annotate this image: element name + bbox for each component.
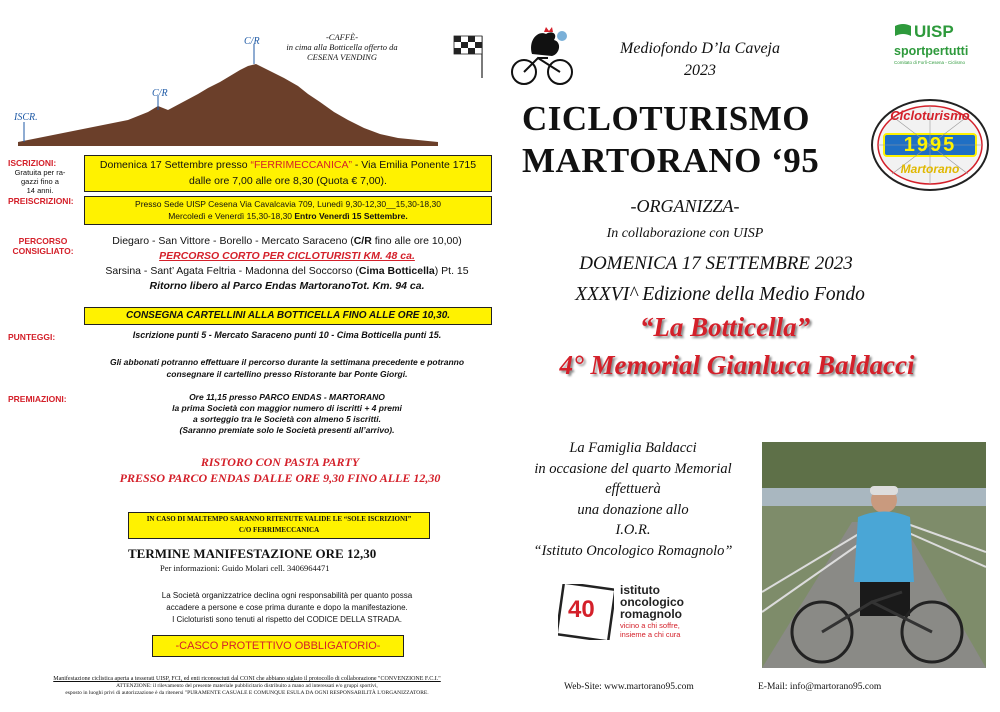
event-name-header: Mediofondo D’la Caveja 2023	[620, 40, 780, 79]
ristoro-text: RISTORO CON PASTA PARTY PRESSO PARCO ENDAS DALLE ORE 9,30 FINO ALLE 12,30	[119, 455, 441, 485]
cyclist-photo	[762, 442, 986, 668]
maltempo-box: IN CASO DI MALTEMPO SARANNO RITENUTE VALIDE LE “SOLE ISCRIZIONI” C/O FERRIMECCANICA	[128, 512, 430, 539]
bike-frame	[524, 58, 560, 72]
percorso-label: PERCORSO CONSIGLIATO:	[12, 236, 74, 256]
rooster-comb	[544, 27, 553, 32]
uisp-sub: sportpertutti	[894, 44, 969, 58]
ior-logo	[558, 584, 728, 644]
info-text: Per informazioni: Guido Molari cell. 3406964471	[160, 563, 330, 573]
consegna-box: CONSEGNA CARTELLINI ALLA BOTTICELLA FINO ALLE ORE 10,30.	[84, 307, 492, 325]
caffe-line1: in cima alla Botticella offerto da	[286, 42, 398, 52]
punteggi-label: PUNTEGGI:	[8, 332, 56, 342]
uisp-flag-icon	[894, 24, 912, 40]
caffe-note	[262, 32, 422, 62]
uisp-sub2: Comitato di Forlì-Cesena - Ciclismo	[894, 60, 966, 65]
premiazioni-label: PREMIAZIONI:	[8, 394, 67, 404]
title-line1: CICLOTURISMO	[522, 99, 810, 138]
badge-bottom-text: Martorano	[900, 162, 960, 176]
uisp-logo-text: UISP	[914, 22, 954, 41]
organizza-text: -ORGANIZZA-	[630, 196, 740, 216]
premiazioni-text: Ore 11,15 presso PARCO ENDAS - MARTORANO la prima Società con maggior numero di iscritti + 4 premi a sorteggio tra le Società con almeno 5 iscritti. (Saranno premiate solo le Società presenti all’arrivo).	[172, 392, 402, 435]
badge-year-text: 1995	[903, 134, 957, 156]
caffe-line2: CESENA VENDING	[307, 52, 377, 62]
iscrizioni-note: Gratuita per ra- gazzi fino a 14 anni.	[14, 168, 66, 195]
casco-box: -CASCO PROTETTIVO OBBLIGATORIO-	[152, 635, 404, 657]
punteggi-text: Iscrizione punti 5 - Mercato Saraceno punti 10 - Cima Botticella punti 15.	[132, 330, 442, 340]
ferrimeccanica-highlight: “FERRIMECCANICA”	[250, 159, 352, 171]
iscrizioni-label: ISCRIZIONI:	[8, 158, 57, 168]
memorial-title: 4° Memorial Gianluca Baldacci	[559, 350, 915, 380]
famiglia-text: La Famiglia Baldacci in occasione del quarto Memorial effettuerà una donazione allo I.O.R. “Istituto Oncologico Romagnolo”	[533, 440, 733, 559]
main-title	[522, 98, 819, 182]
preiscrizioni-label: PREISCRIZIONI:	[8, 196, 74, 206]
rooster-body	[531, 32, 559, 56]
caffe-title: -CAFFÈ-	[325, 32, 359, 42]
preiscrizioni-box: Presso Sede UISP Cesena Via Cavalcavia 709, Lunedì 9,30-12,30__15,30-18,30 Mercoledì e Venerdì 15,30-18,30 Entro Venerdì 15 Settembre.	[84, 196, 492, 225]
badge-top-text: Cicloturismo	[890, 108, 970, 123]
cr-mid-label: C/R	[152, 88, 168, 99]
disclaimer-text: La Società organizzatrice declina ogni responsabilità per quanto possa accadere a persone e cose prima durante e dopo la manifestazione. I Cicloturisti sono tenuti al rispetto del CODICE DELLA STRADA.	[161, 591, 413, 624]
event-date: DOMENICA 17 SETTEMBRE 2023	[579, 253, 853, 274]
profile-shape	[18, 64, 438, 146]
website-text[interactable]: Web-Site: www.martorano95.com	[564, 682, 694, 692]
termine-text: TERMINE MANIFESTAZIONE ORE 12,30	[128, 546, 377, 561]
checkered-flag-icon	[454, 36, 482, 54]
edition-text: XXXVI^ Edizione della Medio Fondo	[575, 284, 865, 305]
ior-name: istituto oncologico romagnolo	[620, 583, 684, 621]
percorso-corto: PERCORSO CORTO PER CICLOTURISTI KM. 48 ca.	[159, 250, 415, 262]
ior-number: 40	[568, 596, 595, 623]
title-line2: MARTORANO ‘95	[522, 141, 820, 180]
ior-tagline: vicino a chi soffre, insieme a chi cura	[620, 621, 681, 639]
cr-top-label: C/R	[244, 36, 260, 47]
iscrizioni-box: Domenica 17 Settembre presso “FERRIMECCANICA” - Via Emilia Ponente 1715 dalle ore 7,00 alle ore 8,30 (Quota € 7,00).	[84, 155, 492, 192]
botticella-title: “La Botticella”	[639, 312, 811, 342]
photo-cyclist-jersey	[854, 512, 914, 583]
footer-notes: Manifestazione ciclistica aperta a tesserati UISP, FCI, ed enti riconosciuti dal CONI che abbiano siglato il protocollo di collaborazione "CONVENZIONE F.C.I." ATTENZIONE: il rilevamento del presente materiale pubblicitario distribuito a mano ad interessati e/o gruppi sportivi, esposto in luoghi privi di autorizzazione è da ritenersi "PURAMENTE CASUALE E COMUNQUE ESULA DA OGNI RESPONSABILITÀ L'ORGANIZZATORE.	[53, 676, 441, 696]
iscr-label: ISCR.	[14, 112, 38, 123]
percorso-text: Diegaro - San Vittore - Borello - Mercato Saraceno (C/R fino alle ore 10,00) PERCORSO CORTO PER CICLOTURISTI KM. 48 ca. Sarsina - Sant’ Agata Feltria - Madonna del Soccorso (Cima Botticella) Pt. 15 Ritorno libero al Parco Endas MartoranoTot. Km. 94 ca.	[84, 234, 490, 294]
abbonati-text: Gli abbonati potranno effettuare il percorso durante la settimana precedente e potranno consegnare il cartellino presso Ristorante bar Ponte Giorgi.	[109, 357, 465, 379]
email-text[interactable]: E-Mail: info@martorano95.com	[758, 682, 882, 692]
rooster-bicycle-logo	[508, 26, 576, 88]
collab-text: In collaborazione con UISP	[606, 226, 764, 241]
